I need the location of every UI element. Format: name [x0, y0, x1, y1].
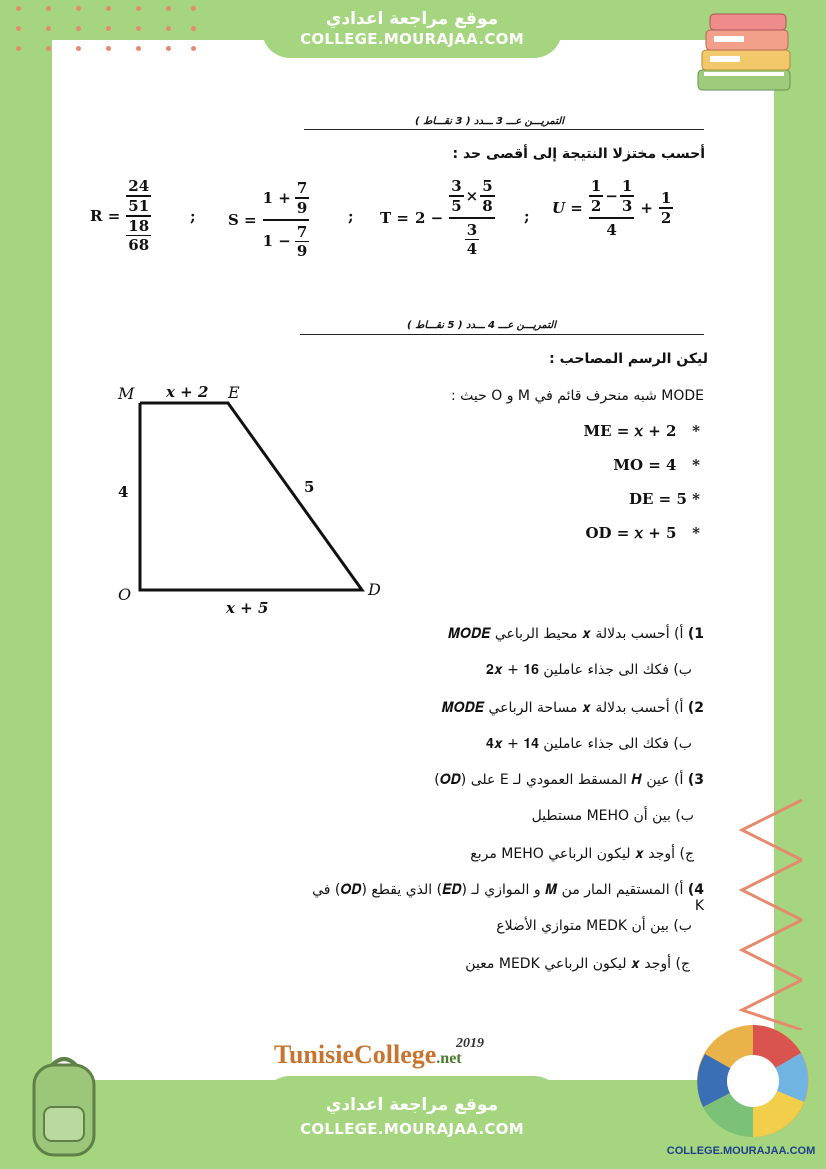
trapezoid-figure [110, 378, 400, 618]
side-OD-label: x + 5 [226, 599, 269, 617]
question-1a: 1) أ) أحسب بدلالة 𝒙 محيط الرباعي 𝑴𝑶𝑫𝑬 [447, 626, 704, 642]
tunisiecollege-watermark: TunisieCollege.net 2019 [274, 1036, 484, 1069]
question-2b: ب) فكك الى جذاء عاملين 𝟒𝒙 + 𝟏𝟒 [485, 736, 692, 752]
condition-OD: OD = 𝑥 + 5 * [585, 524, 700, 542]
side-MO-label: 4 [118, 483, 129, 501]
exercise4-rule [300, 334, 704, 335]
expr-T-fraction: $\frac{3}{5}$ × $\frac{5}{8}$ $\frac{3}{4}$ [451, 177, 493, 258]
separator: ; [524, 207, 530, 225]
vertex-D-label: D [368, 580, 381, 599]
school-subjects-wheel-icon [694, 1022, 812, 1140]
vertex-O-label: O [118, 585, 132, 604]
vertex-M-label: M [118, 384, 135, 403]
condition-ME: ME = 𝑥 + 2 * [583, 422, 700, 440]
question-1b: ب) فكك الى جذاء عاملين 𝟐𝒙 + 𝟏𝟔 [485, 662, 692, 678]
vertex-E-label: E [228, 383, 240, 402]
expr-R [90, 177, 151, 254]
corner-site-url: COLLEGE.MOURAJAA.COM [666, 1145, 816, 1157]
exercise4-statement: MODE شبه منحرف قائم في M و O حيث : [450, 388, 704, 404]
question-2a: 2) أ) أحسب بدلالة 𝒙 مساحة الرباعي 𝑴𝑶𝑫𝑬 [441, 700, 704, 716]
site-banner-bottom[interactable] [262, 1076, 562, 1156]
site-banner-top[interactable] [262, 0, 562, 58]
expr-S-fraction: 1 + $\frac{7}{9}$ 1 − $\frac{7}{9}$ [262, 179, 308, 260]
expr-R-numerator: $\frac{24}{51}$ [128, 177, 150, 215]
question-4b: ب) بين أن MEDK متوازي الأضلاع [496, 918, 692, 934]
exercise3-rule [304, 129, 704, 130]
site-name-arabic-bottom: موقع مراجعة اعدادي [325, 1095, 499, 1115]
expr-T: T = 2 − $\frac{3}{5}$ × $\frac{5}{8}$ $\frac{3}{4}$ [380, 177, 493, 258]
question-4a: 4) أ) المستقيم المار من 𝑴 و الموازي لـ (𝑬𝑫) الذي يقطع (𝑶𝑫) في K [312, 882, 704, 914]
expr-U-fraction: $\frac{1}{2}$ − $\frac{1}{3}$ 4 [590, 177, 633, 239]
site-name-arabic: موقع مراجعة اعدادي [325, 9, 499, 29]
separator: ; [348, 207, 354, 225]
page-frame-left [0, 0, 52, 1169]
decorative-dots [6, 4, 206, 54]
side-ME-label: x + 2 [166, 383, 209, 401]
backpack-icon [14, 1055, 114, 1160]
question-3a: 3) أ) عين 𝑯 المسقط العمودي لـ E على (𝑶𝑫) [434, 772, 704, 788]
expr-R-label: R = [90, 206, 121, 225]
site-url: COLLEGE.MOURAJAA.COM [300, 30, 524, 48]
books-icon [690, 10, 800, 100]
exercise4-header: التمريـــن عـــ 4 ـــدد ( 5 نقـــاط ) [407, 320, 556, 331]
question-3b: ب) بين أن MEHO مستطيل [531, 808, 694, 824]
exercise4-intro: ليكن الرسم المصاحب : [549, 351, 708, 367]
chevron-decoration-icon [732, 790, 818, 1030]
exercise3-instruction: أحسب مختزلا النتيجة إلى أقصى حد : [452, 146, 705, 162]
expr-U: U = $\frac{1}{2}$ − $\frac{1}{3}$ 4 + $\frac{1}{2}$ [552, 177, 672, 239]
expr-R-fraction [126, 177, 151, 254]
site-url-bottom: COLLEGE.MOURAJAA.COM [300, 1120, 524, 1138]
expr-S: S = 1 + $\frac{7}{9}$ 1 − $\frac{7}{9}$ [228, 179, 308, 260]
side-DE-label: 5 [304, 478, 315, 496]
expr-R-denominator: $\frac{18}{68}$ [128, 216, 150, 254]
separator: ; [190, 207, 196, 225]
condition-DE: DE = 5 * [629, 490, 700, 508]
exercise3-header: التمريـــن عـــ 3 ـــدد ( 3 نقـــاط ) [415, 116, 564, 127]
condition-MO: MO = 4 * [613, 456, 700, 474]
exercise3-expressions [90, 175, 690, 260]
question-3c: ج) أوجد 𝒙 ليكون الرباعي MEHO مربع [470, 846, 694, 862]
question-4c: ج) أوجد 𝒙 ليكون الرباعي MEDK معين [465, 956, 690, 972]
